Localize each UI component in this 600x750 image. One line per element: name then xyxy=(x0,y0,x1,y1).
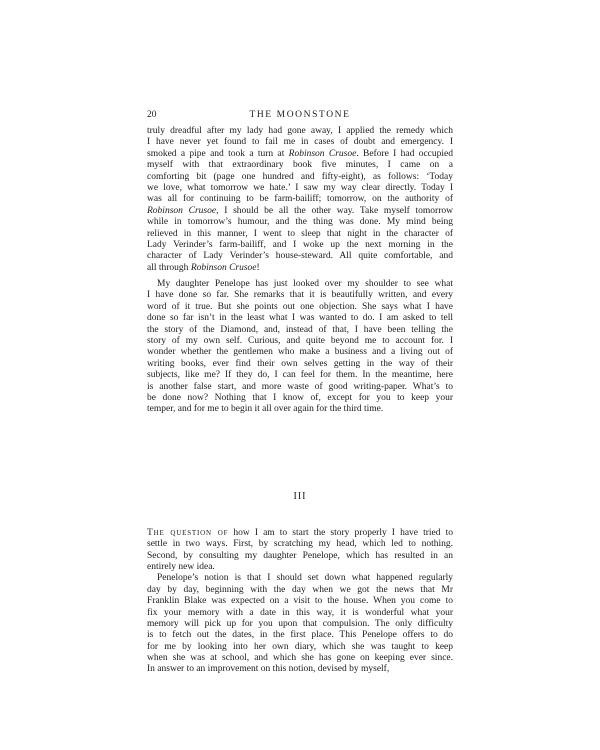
paragraph xyxy=(147,573,453,676)
text-line: Robinson Crusoe, I should be all the other way. Take myself tomorrow xyxy=(147,205,453,216)
text-line: writing books, ever find their own selves getting in the way of their xyxy=(147,358,453,369)
text-line: word of it true. But she points out one objection. She says what I have xyxy=(147,301,453,312)
text-line: My daughter Penelope has just looked over my shoulder to see what xyxy=(157,279,453,290)
text-line: be done now? Nothing that I know of, except for you to keep your xyxy=(147,392,453,403)
text-line: is to fetch out the dates, in the first place. This Penelope offers to do xyxy=(147,630,453,641)
text-line: Lady Verinder’s farm-bailiff, and I woke up the next morning in the xyxy=(147,239,453,250)
text-line: when she was at school, and which she has gone on keeping ever since. xyxy=(147,653,453,664)
text-line: truly dreadful after my lady had gone away, I applied the remedy which xyxy=(147,126,453,136)
text-line: day by day, beginning with the day when we got the news that Mr xyxy=(147,584,453,595)
text-line: memory will pick up for you upon that compulsion. The only difficulty xyxy=(147,618,453,629)
paragraph xyxy=(147,126,453,274)
text-line: fix your memory with a date in this way, it is wonderful what your xyxy=(147,607,453,618)
running-head: THE MOONSTONE xyxy=(249,110,351,120)
text-line: while in tomorrow’s humour, and the thing was done. My mind being xyxy=(147,217,453,228)
paragraph xyxy=(147,528,453,574)
text-line: done so far isn’t in the least what I was wanted to do. I am asked to tell xyxy=(147,313,453,324)
text-line: Franklin Blake was expected on a visit to the house. When you come to xyxy=(147,596,453,607)
text-line: smoked a pipe and took a turn at Robinson Crusoe. Before I had occupied xyxy=(147,148,453,159)
text-line: was all for continuing to be farm-bailiff; tomorrow, on the authority of xyxy=(147,194,453,205)
text-line: entirely new idea. xyxy=(147,561,215,572)
text-line: we love, what tomorrow we hate.’ I saw my way clear directly. Today I xyxy=(147,182,453,193)
page-number: 20 xyxy=(147,110,157,120)
text-line: I have done so far. She remarks that it is beautifully written, and every xyxy=(147,290,453,301)
text-line: character of Lady Verinder’s house-steward. All quite comfortable, and xyxy=(147,251,453,262)
paragraph xyxy=(147,279,453,416)
text-line: The question of how I am to start the story properly I have tried to xyxy=(147,527,453,538)
text-line: Second, by consulting my daughter Penelope, which has resulted in an xyxy=(147,550,453,561)
chapter-heading: III xyxy=(293,490,307,502)
text-line: is another false start, and more waste of good writing-paper. What’s to xyxy=(147,381,453,392)
text-line: myself with that extraordinary book five minutes, I came on a xyxy=(147,160,453,171)
body-text xyxy=(147,126,453,676)
text-line: for me by looking into her own diary, which she was taught to keep xyxy=(147,641,453,652)
text-line: the story of the Diamond, and, instead of that, I have been telling the xyxy=(147,324,453,335)
text-line: story of my own self. Curious, and quite beyond me to account for. I xyxy=(147,336,453,347)
text-line: comforting bit (page one hundred and fifty-eight), as follows: ‘Today xyxy=(147,171,453,182)
text-line: In answer to an improvement on this notion, devised by myself, xyxy=(147,664,390,675)
text-line: temper, and for me to begin it all over again for the third time. xyxy=(147,404,384,415)
text-line: settle in two ways. First, by scratching my head, which led to nothing. xyxy=(147,539,453,550)
text-line: wonder whether the gentlemen who make a business and a living out of xyxy=(147,347,453,358)
text-line: I have never yet found to fail me in cases of doubt and emergency. I xyxy=(147,137,453,148)
page-header xyxy=(147,110,453,124)
text-line: all through Robinson Crusoe! xyxy=(147,262,260,273)
text-line: relieved in this manner, I went to sleep that night in the character of xyxy=(147,228,453,239)
text-line: Penelope’s notion is that I should set down what happened regularly xyxy=(157,573,453,584)
text-line: subjects, like me? If they do, I can feel for them. In the meantime, here xyxy=(147,370,453,381)
